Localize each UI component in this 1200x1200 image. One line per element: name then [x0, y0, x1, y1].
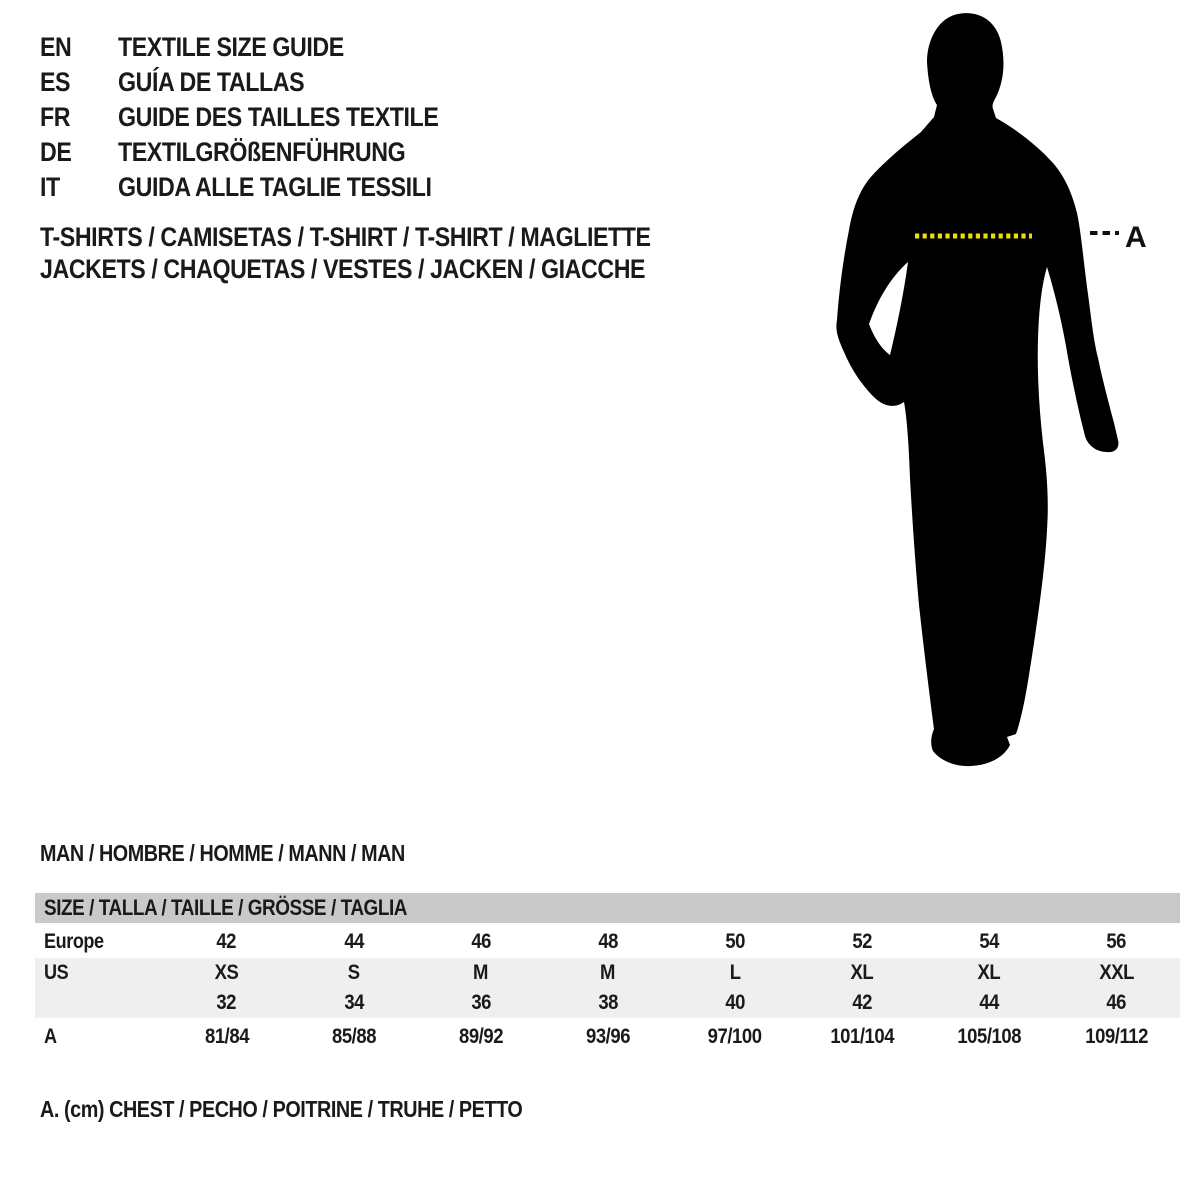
language-code: EN — [40, 32, 72, 62]
size-value: 46 — [1106, 991, 1127, 1014]
size-value: 105/108 — [957, 1025, 1022, 1048]
size-value: 89/92 — [458, 1025, 503, 1048]
us-size-band — [35, 958, 1180, 1018]
row-label: A — [44, 1025, 57, 1048]
size-value: 42 — [216, 929, 237, 953]
marker-label-a: A — [1125, 221, 1147, 254]
guide-title-fr: GUIDE DES TAILLES TEXTILE — [118, 102, 439, 132]
size-value: 40 — [725, 991, 745, 1014]
language-code: ES — [40, 67, 71, 97]
size-value: 36 — [470, 991, 491, 1014]
size-value: 44 — [343, 929, 364, 953]
size-value: 81/84 — [204, 1025, 249, 1048]
size-value: 101/104 — [830, 1025, 895, 1048]
language-row-it — [40, 170, 491, 205]
product-categories — [40, 221, 750, 285]
language-guide — [40, 30, 491, 205]
table-row-us-numeric — [35, 988, 1180, 1018]
language-row-en — [40, 30, 491, 65]
language-code: IT — [40, 172, 60, 202]
language-row-de — [40, 135, 491, 170]
size-value: 97/100 — [708, 1025, 762, 1048]
man-silhouette-shape — [836, 13, 1118, 766]
size-table — [35, 893, 1180, 1056]
size-value: XS — [214, 961, 239, 984]
size-value: 38 — [598, 991, 618, 1014]
measurement-footnote: A. (cm) CHEST / PECHO / POITRINE / TRUHE / PETTO — [40, 1096, 523, 1122]
size-value: 85/88 — [331, 1025, 376, 1048]
size-value: L — [729, 961, 741, 984]
size-value: 93/96 — [585, 1025, 630, 1048]
man-silhouette-svg — [820, 0, 1200, 800]
size-table-header: SIZE / TALLA / TAILLE / GRÖSSE / TAGLIA — [35, 893, 1180, 923]
section-title-man: MAN / HOMBRE / HOMME / MANN / MAN — [40, 840, 405, 866]
category-jackets: JACKETS / CHAQUETAS / VESTES / JACKEN / GIACCHE — [40, 253, 646, 284]
guide-title-en: TEXTILE SIZE GUIDE — [118, 32, 344, 62]
size-value: 109/112 — [1085, 1025, 1148, 1048]
size-value: 32 — [216, 991, 237, 1014]
man-silhouette-figure — [820, 0, 1200, 800]
size-value: 42 — [852, 991, 873, 1014]
guide-title-es: GUÍA DE TALLAS — [118, 67, 305, 97]
size-value: 48 — [598, 929, 618, 953]
language-code: FR — [40, 102, 71, 132]
size-value: 50 — [725, 929, 745, 953]
size-value: XXL — [1099, 961, 1134, 984]
size-value: 46 — [470, 929, 491, 953]
row-label: Europe — [44, 929, 104, 953]
language-row-es — [40, 65, 491, 100]
size-value: 44 — [979, 991, 1000, 1014]
row-label: US — [44, 961, 69, 984]
guide-title-de: TEXTILGRÖßENFÜHRUNG — [118, 137, 406, 167]
size-value: XL — [977, 961, 1001, 984]
size-value: 34 — [343, 991, 364, 1014]
size-value: 54 — [979, 929, 1000, 953]
table-row-europe — [35, 925, 1180, 958]
size-value: M — [473, 961, 489, 984]
size-value: S — [347, 961, 360, 984]
size-value: 52 — [852, 929, 873, 953]
size-value: XL — [850, 961, 874, 984]
language-code: DE — [40, 137, 72, 167]
language-row-fr — [40, 100, 491, 135]
guide-title-it: GUIDA ALLE TAGLIE TESSILI — [118, 172, 432, 202]
table-row-chest — [35, 1018, 1180, 1056]
category-tshirts: T-SHIRTS / CAMISETAS / T-SHIRT / T-SHIRT / MAGLIETTE — [40, 221, 651, 252]
size-value: 56 — [1106, 929, 1127, 953]
size-value: M — [600, 961, 616, 984]
table-row-us — [35, 958, 1180, 988]
